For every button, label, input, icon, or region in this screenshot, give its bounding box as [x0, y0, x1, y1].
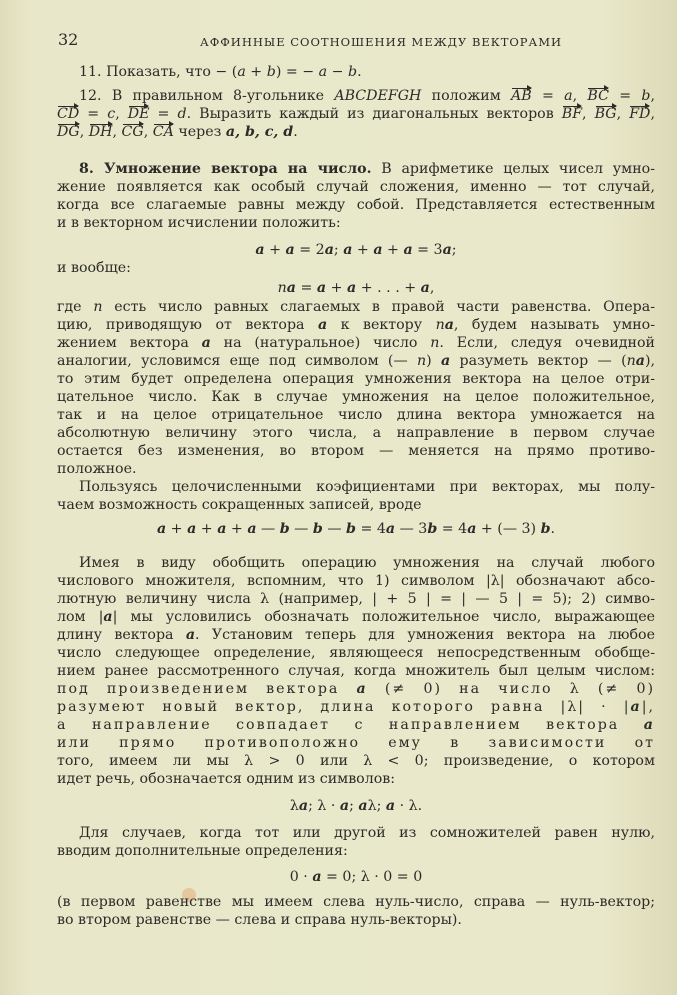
math-symbol: n — [430, 335, 440, 351]
text-line — [57, 197, 655, 213]
text-run: В арифметике целых чисел умно- — [371, 161, 655, 177]
vector-symbol: CA — [152, 124, 174, 140]
text-run: ; — [333, 242, 344, 258]
text-line — [57, 161, 655, 177]
text-line — [57, 215, 655, 231]
math-symbol: b — [348, 64, 358, 80]
math-symbol: a — [467, 521, 477, 537]
math-symbol: a — [343, 242, 353, 258]
text-line — [57, 124, 655, 140]
text-run: = — [531, 88, 565, 104]
vector-symbol: BF — [561, 106, 583, 122]
text-line — [57, 179, 655, 195]
text-run: = 0; λ · 0 = 0 — [321, 869, 423, 885]
text-line — [57, 717, 655, 733]
text-run: цию, приводящую от вектора — [57, 317, 318, 333]
text-run: цательное число. Как в случае умножения на целое положительное, — [57, 389, 655, 405]
text-run: , — [112, 124, 122, 140]
text-run: | мы условились обозначать положительное число, выражающее — [112, 609, 655, 625]
text-run: и в векторном исчислении положить: — [57, 215, 341, 231]
formula-line — [57, 869, 655, 885]
text-line — [57, 645, 655, 661]
text-line — [57, 389, 655, 405]
text-line — [57, 843, 655, 859]
text-line — [57, 591, 655, 607]
text-line — [57, 825, 655, 841]
text-run: = 2 — [294, 242, 325, 258]
text-run: то этим будет определена операция умножения вектора на целое отри- — [57, 371, 655, 387]
text-run: , — [616, 106, 630, 122]
math-symbol: a — [201, 335, 211, 351]
math-symbol: n — [277, 280, 287, 296]
text-run: = 4 — [437, 521, 468, 537]
math-symbol: b — [312, 521, 323, 537]
running-title: АФФИННЫЕ СООТНОШЕНИЯ МЕЖДУ ВЕКТОРАМИ — [200, 35, 563, 49]
math-symbol: a — [339, 798, 350, 814]
math-symbol: a — [312, 869, 322, 885]
text-run: ) — [426, 353, 441, 369]
vector-symbol: DE — [127, 106, 150, 122]
math-symbol: n — [626, 353, 636, 369]
math-symbol: a — [373, 242, 383, 258]
text-run: жением вектора — [57, 335, 202, 351]
text-run: . — [357, 64, 362, 80]
text-line — [57, 260, 655, 276]
text-run: ) = − — [275, 64, 319, 80]
math-symbol: a — [318, 317, 328, 333]
text-run: разуметь вектор — ( — [450, 353, 627, 369]
math-symbol: a — [356, 681, 368, 697]
text-line — [57, 735, 655, 751]
math-symbol: 8. Умножение вектора на число. — [79, 161, 372, 177]
text-run: = 4 — [355, 521, 386, 537]
math-symbol: a — [217, 521, 227, 537]
text-run: длину вектора — [57, 627, 186, 643]
text-run: , — [582, 106, 595, 122]
text-run: (в первом равенстве мы имеем слева нуль-число, справа — нуль-вектор; — [57, 894, 655, 910]
math-symbol: a — [324, 242, 334, 258]
text-run: − — [327, 64, 349, 80]
math-symbol: a — [564, 88, 573, 104]
text-run: + — [245, 64, 267, 80]
math-symbol: a — [385, 798, 396, 814]
text-run: где — [57, 299, 94, 315]
text-run: лом | — [57, 609, 104, 625]
math-symbol: a — [630, 699, 642, 715]
math-symbol: n — [93, 299, 103, 315]
text-run: аналогии, условимся еще под символом (— — [57, 353, 417, 369]
text-line — [57, 461, 655, 477]
text-run: положим — [421, 88, 512, 104]
text-run: . Выразить каждый из диагональных векторов — [186, 106, 562, 122]
text-line — [57, 753, 655, 769]
text-run: = — [79, 106, 108, 122]
text-run: а направление совпадает с направлением вектора — [57, 717, 644, 733]
text-run: разумеют новый вектор, длина которого равна |λ| · | — [57, 699, 631, 715]
text-run: во втором равенстве — слева и справа нуль-векторы). — [57, 912, 462, 928]
text-line — [57, 479, 655, 495]
text-run: , — [115, 106, 128, 122]
text-run: + — [226, 521, 248, 537]
math-symbol: b — [641, 88, 651, 104]
text-run: — 3 — [395, 521, 428, 537]
text-run: числового множителя, вспомним, что 1) символом |λ| обозначают абсо- — [57, 573, 655, 589]
text-run: лютную величину числа λ (например, | + 5 | = | — 5 | = 5); 2) симво- — [57, 591, 655, 607]
text-run: жение появляется как особый случай сложения, именно — тот случай, — [57, 179, 655, 195]
text-run: + — [326, 280, 348, 296]
text-line — [57, 894, 655, 910]
text-line — [57, 609, 655, 625]
math-symbol: n — [416, 353, 427, 369]
vector-symbol: FD — [629, 106, 651, 122]
text-run: так и на целое отрицательное число длина вектора умножается на — [57, 407, 655, 423]
text-run: 12. В правильном 8-угольнике — [79, 88, 335, 104]
text-run: — — [322, 521, 347, 537]
vector-symbol: DG — [57, 124, 80, 140]
text-run: 11. Показать, что − ( — [79, 64, 238, 80]
text-run: через — [173, 124, 226, 140]
text-line — [57, 663, 655, 679]
text-line — [57, 335, 655, 351]
text-run: . Если, следуя очевидной — [439, 335, 655, 351]
text-run: положное. — [57, 461, 137, 477]
text-run: + — [264, 242, 286, 258]
text-line — [57, 573, 655, 589]
text-run: , — [79, 124, 89, 140]
math-symbol: a, b, c, d — [225, 124, 294, 140]
math-symbol: a — [358, 798, 368, 814]
text-run: + (— 3) — [476, 521, 541, 537]
text-line — [57, 912, 655, 928]
math-symbol: a — [444, 317, 454, 333]
text-run: произведение, о котором — [428, 753, 656, 769]
text-run: + . . . + — [356, 280, 421, 296]
text-line — [57, 299, 655, 315]
vector-symbol: CG — [121, 124, 144, 140]
text-run: ; — [451, 242, 457, 258]
vector-symbol: CD — [57, 106, 80, 122]
math-symbol: a — [103, 609, 113, 625]
math-symbol: a — [403, 242, 413, 258]
math-symbol: d — [177, 106, 187, 122]
text-run: есть число равных слагаемых в правой части равенства. Опера- — [102, 299, 656, 315]
text-line — [57, 699, 655, 715]
text-line — [57, 681, 655, 697]
math-symbol: a — [442, 242, 452, 258]
text-run: абсолютную величину этого числа, а направление в первом случае — [57, 425, 655, 441]
math-symbol: b — [427, 521, 438, 537]
math-symbol: a — [237, 64, 246, 80]
math-symbol: a — [635, 353, 645, 369]
text-run: нием ранее рассмотренного случая, когда множитель был целым числом: — [57, 663, 655, 679]
text-run: чаем возможность сокращенных записей, вроде — [57, 497, 422, 513]
text-run: . — [550, 521, 556, 537]
text-run: на (натуральное) число — [210, 335, 431, 351]
text-run: . — [293, 124, 298, 140]
text-run: или прямо противоположно ему в зависимости от — [57, 735, 655, 751]
text-line — [57, 317, 655, 333]
formula-line — [57, 280, 655, 296]
text-run: 0 · — [289, 869, 313, 885]
text-run: , — [650, 88, 655, 104]
text-run: + — [166, 521, 188, 537]
text-run: и вообще: — [57, 260, 131, 276]
text-run: = — [608, 88, 642, 104]
text-line — [57, 771, 655, 787]
math-symbol: a — [185, 627, 196, 643]
math-symbol: b — [540, 521, 551, 537]
text-run: — — [289, 521, 313, 537]
text-run: = 3 — [412, 242, 443, 258]
text-run: λ — [289, 798, 299, 814]
text-run: (≠ 0) на число λ (≠ 0) — [367, 681, 656, 697]
math-symbol: a — [187, 521, 197, 537]
text-run: = — [296, 280, 317, 296]
page-number: 32 — [58, 30, 79, 49]
text-line — [57, 497, 655, 513]
text-run: когда все слагаемые равны между собой. Представляется естественным — [57, 197, 655, 213]
text-run: того, имеем ли мы λ > 0 или λ < 0; — [57, 753, 429, 769]
text-run: остается без изменения, во втором — меняется на прямо противо- — [57, 443, 655, 459]
text-run: ), — [644, 353, 655, 369]
vector-symbol: DH — [88, 124, 113, 140]
formula-line — [57, 521, 655, 537]
text-run: ; — [349, 798, 359, 814]
text-line — [57, 106, 655, 122]
vector-symbol: BC — [587, 88, 609, 104]
text-run: . Установим теперь для умножения вектора на любое — [195, 627, 655, 643]
text-run: Пользуясь целочисленными коэфициентами при векторах, мы полу- — [79, 479, 655, 495]
text-run: , — [143, 124, 153, 140]
text-run: + — [196, 521, 218, 537]
math-symbol: a — [156, 521, 167, 537]
text-line — [57, 371, 655, 387]
math-symbol: ABCDEFGH — [334, 88, 422, 104]
math-symbol: c — [107, 106, 116, 122]
text-run: + — [352, 242, 374, 258]
text-run: + — [382, 242, 404, 258]
math-symbol: a — [286, 280, 296, 296]
text-line — [57, 425, 655, 441]
text-run: · λ. — [395, 798, 423, 814]
text-run: λ; — [367, 798, 386, 814]
text-line — [57, 64, 655, 80]
text-run: Имея в виду обобщить операцию умножения на случай любого — [79, 555, 655, 571]
text-line — [57, 88, 655, 104]
text-run: вводим дополнительные определения: — [57, 843, 348, 859]
text-line — [57, 443, 655, 459]
text-line — [57, 353, 655, 369]
text-run: Для случаев, когда тот или другой из сомножителей равен нулю, — [79, 825, 655, 841]
math-symbol: a — [316, 280, 327, 296]
text-run: число следующее определение, являющееся непосредственным обобще- — [57, 645, 655, 661]
text-run: , будем называть умно- — [453, 317, 656, 333]
math-symbol: n — [435, 317, 445, 333]
math-symbol: a — [347, 280, 357, 296]
text-run: к вектору — [327, 317, 436, 333]
text-run: ; λ · — [308, 798, 340, 814]
math-symbol: a — [285, 242, 295, 258]
text-run: , — [650, 106, 655, 122]
vector-symbol: AB — [511, 88, 532, 104]
math-symbol: a — [318, 64, 328, 80]
math-symbol: a — [255, 242, 265, 258]
math-symbol: a — [441, 353, 451, 369]
math-symbol: a — [298, 798, 309, 814]
text-line — [57, 555, 655, 571]
math-symbol: a — [385, 521, 396, 537]
formula-line — [57, 798, 655, 814]
math-symbol: b — [266, 64, 276, 80]
text-run: идет речь, обозначается одним из символов: — [57, 771, 396, 787]
vector-symbol: BG — [594, 106, 617, 122]
text-run: , — [572, 88, 588, 104]
text-run: , — [429, 280, 435, 296]
text-run: — — [256, 521, 280, 537]
math-symbol: b — [279, 521, 290, 537]
formula-line — [57, 242, 655, 258]
text-run: под произведением вектора — [57, 681, 357, 697]
math-symbol: b — [346, 521, 356, 537]
text-line — [57, 407, 655, 423]
math-symbol: a — [643, 717, 655, 733]
math-symbol: a — [247, 521, 257, 537]
text-run: |, — [641, 699, 655, 715]
math-symbol: a — [420, 280, 430, 296]
text-line — [57, 627, 655, 643]
text-run: = — [149, 106, 178, 122]
